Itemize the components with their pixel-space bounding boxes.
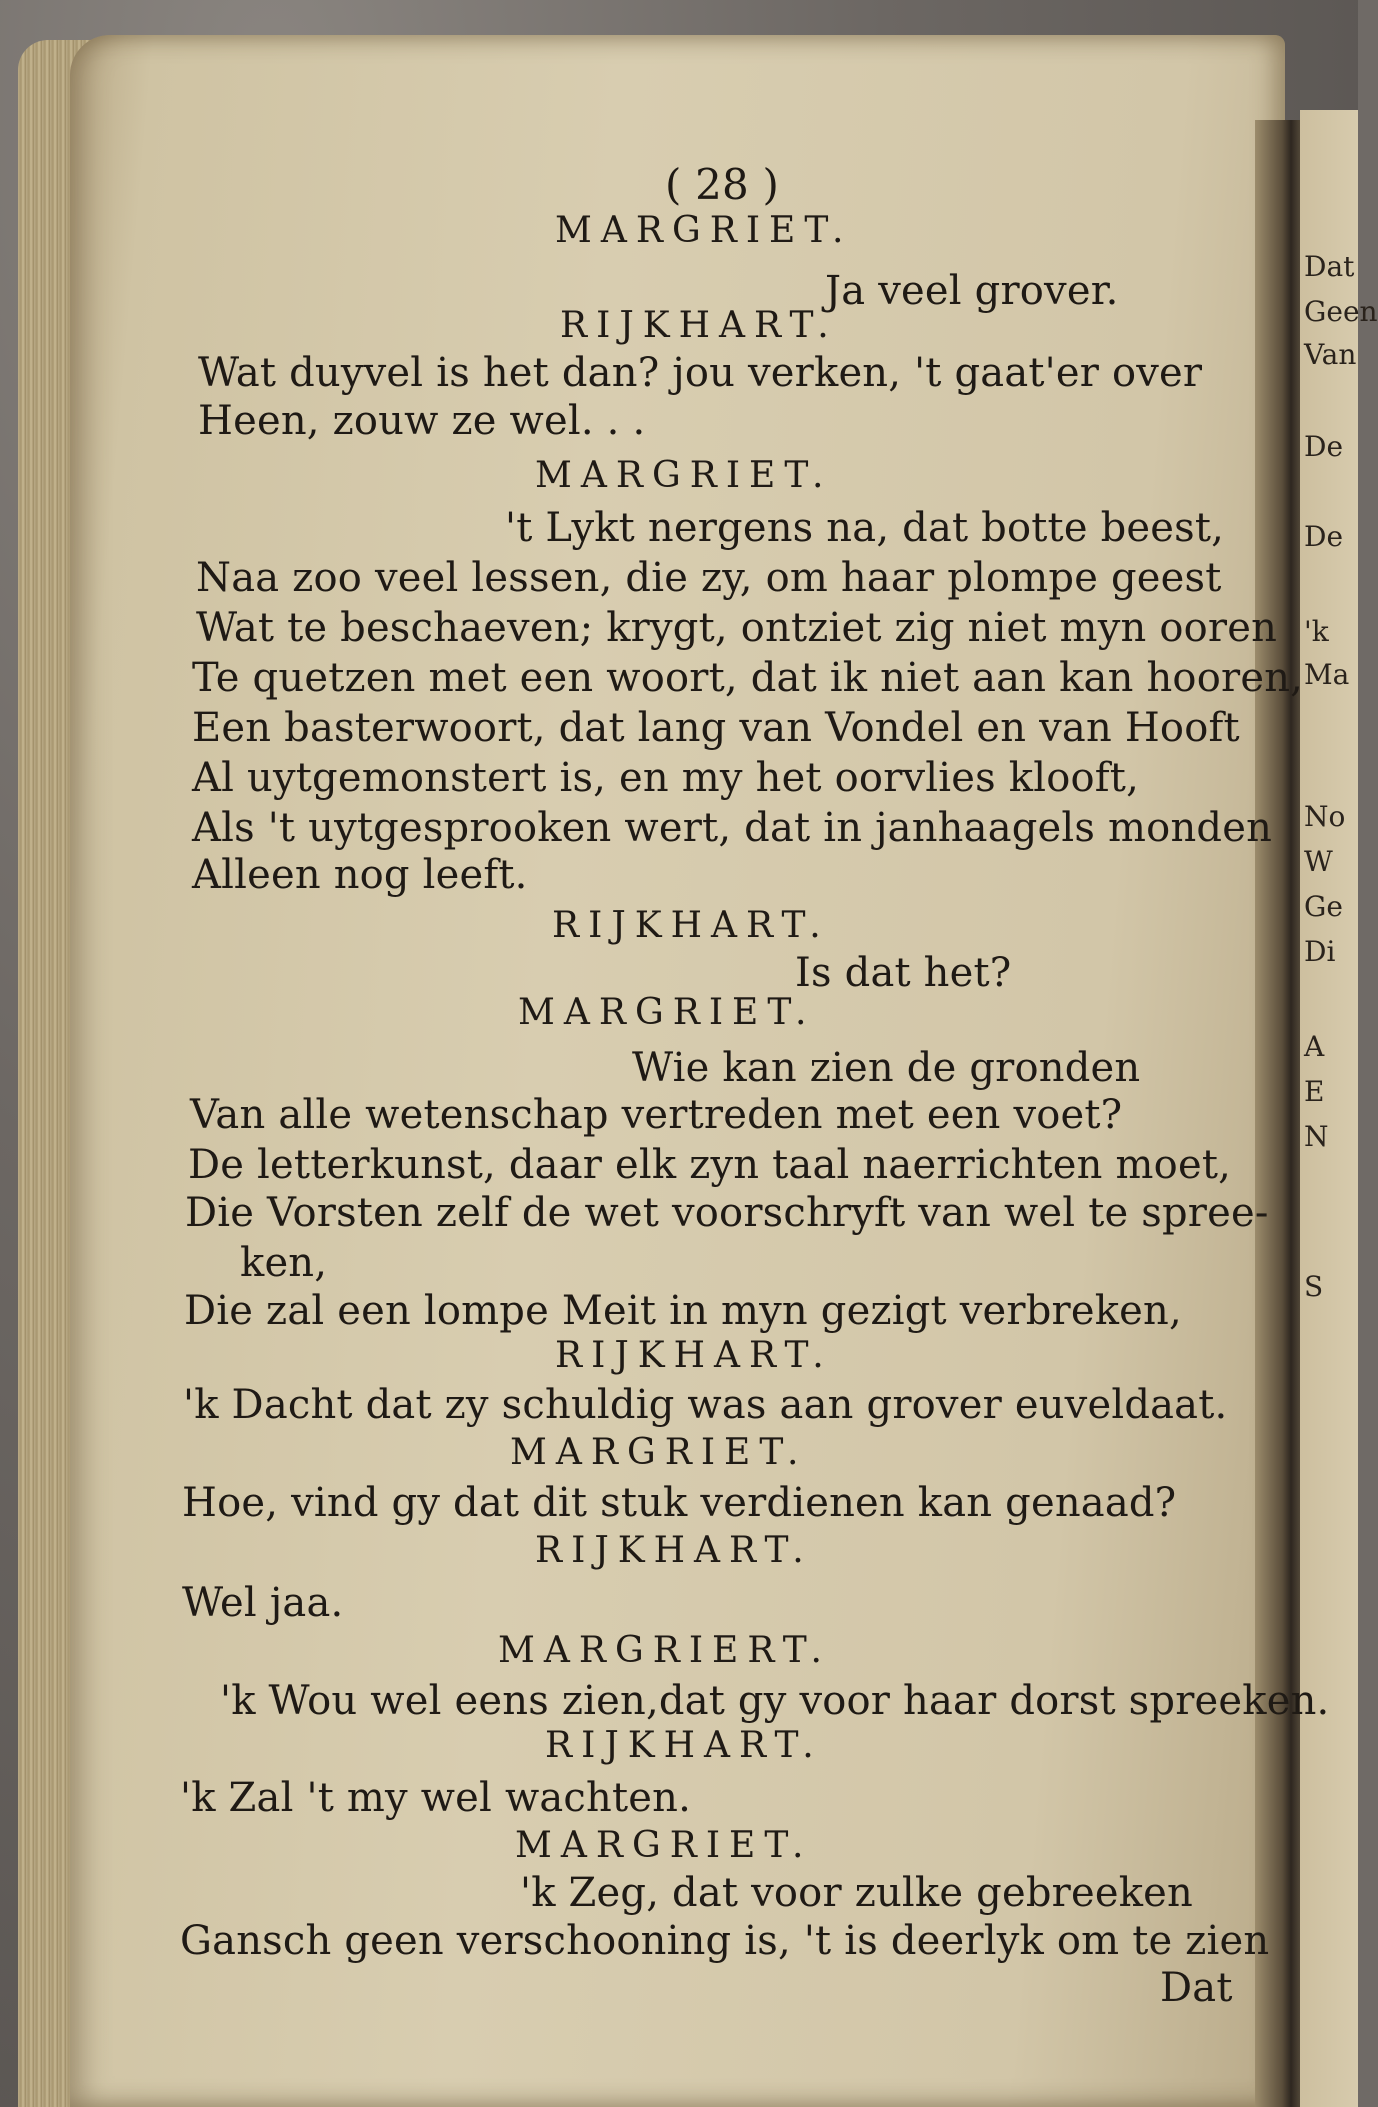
verse-line: 'k Dacht dat zy schuldig was aan grover euveldaat.	[183, 1382, 1228, 1428]
speaker-heading: MARGRIET.	[518, 992, 816, 1033]
verse-line: 'k Zeg, dat voor zulke gebreeken	[520, 1870, 1193, 1916]
facing-page-fragment: W	[1304, 845, 1333, 878]
verse-line: Heen, zouw ze wel. . .	[198, 398, 646, 444]
verse-line: Alleen nog leeft.	[192, 852, 528, 898]
speaker-heading: MARGRIERT.	[498, 1630, 831, 1671]
facing-page-fragment: Di	[1304, 935, 1336, 968]
speaker-heading: RIJKHART.	[545, 1725, 823, 1766]
facing-page-fragment: N	[1304, 1120, 1329, 1153]
speaker-heading: RIJKHART.	[535, 1530, 813, 1571]
facing-page-fragment: Ma	[1304, 658, 1350, 691]
facing-page-fragment: S	[1304, 1270, 1324, 1303]
catchword: Dat	[1160, 1965, 1233, 2011]
verse-line: Naa zoo veel lessen, die zy, om haar plompe geest	[196, 555, 1222, 601]
verse-line: Wat duyvel is het dan? jou verken, 't gaat'er over	[198, 350, 1203, 396]
facing-page-fragment: Van	[1304, 338, 1357, 371]
speaker-heading: MARGRIET.	[535, 455, 833, 496]
verse-line: 't Lykt nergens na, dat botte beest,	[505, 505, 1225, 551]
facing-page-fragment: Dat	[1304, 250, 1355, 283]
facing-page-fragment: E	[1304, 1075, 1325, 1108]
speaker-heading: RIJKHART.	[555, 1335, 833, 1376]
verse-line: Een basterwoort, dat lang van Vondel en van Hooft	[192, 705, 1240, 751]
verse-line: Is dat het?	[795, 950, 1012, 996]
verse-line: 'k Wou wel eens zien,dat gy voor haar dorst spreeken.	[220, 1678, 1330, 1724]
verse-line: Van alle wetenschap vertreden met een voet?	[190, 1092, 1123, 1138]
verse-line: Te quetzen met een woort, dat ik niet aan kan hooren,	[192, 655, 1304, 701]
verse-line: Als 't uytgesprooken wert, dat in janhaagels monden	[192, 805, 1273, 851]
facing-page-fragment: No	[1304, 800, 1346, 833]
facing-page-fragment: De	[1304, 430, 1344, 463]
verse-line: De letterkunst, daar elk zyn taal naerrichten moet,	[188, 1142, 1232, 1188]
verse-line: Wie kan zien de gronden	[632, 1045, 1141, 1091]
facing-page-fragment: Geen	[1304, 295, 1378, 328]
facing-page-fragment: 'k	[1304, 615, 1329, 648]
verse-line: Al uytgemonstert is, en my het oorvlies klooft,	[192, 755, 1139, 801]
verse-line: Hoe, vind gy dat dit stuk verdienen kan genaad?	[182, 1480, 1177, 1526]
facing-page-fragment: Ge	[1304, 890, 1343, 923]
verse-line: 'k Zal 't my wel wachten.	[180, 1775, 692, 1821]
verse-line: Wel jaa.	[182, 1580, 344, 1626]
verse-line: ken,	[240, 1240, 328, 1286]
facing-page-fragment: De	[1304, 520, 1344, 553]
speaker-heading: MARGRIET.	[555, 210, 853, 251]
verse-line: Die Vorsten zelf de wet voorschryft van wel te spree-	[185, 1190, 1269, 1236]
verse-line: Ja veel grover.	[825, 268, 1119, 314]
facing-page-fragment: A	[1304, 1030, 1325, 1063]
page-number: ( 28 )	[665, 160, 780, 209]
verse-line: Gansch geen verschooning is, 't is deerlyk om te zien	[180, 1918, 1270, 1964]
speaker-heading: RIJKHART.	[552, 905, 830, 946]
verse-line: Wat te beschaeven; krygt, ontziet zig niet myn ooren	[196, 605, 1278, 651]
speaker-heading: RIJKHART.	[560, 305, 838, 346]
speaker-heading: MARGRIET.	[515, 1825, 813, 1866]
speaker-heading: MARGRIET.	[510, 1432, 808, 1473]
verse-line: Die zal een lompe Meit in myn gezigt verbreken,	[184, 1288, 1182, 1334]
